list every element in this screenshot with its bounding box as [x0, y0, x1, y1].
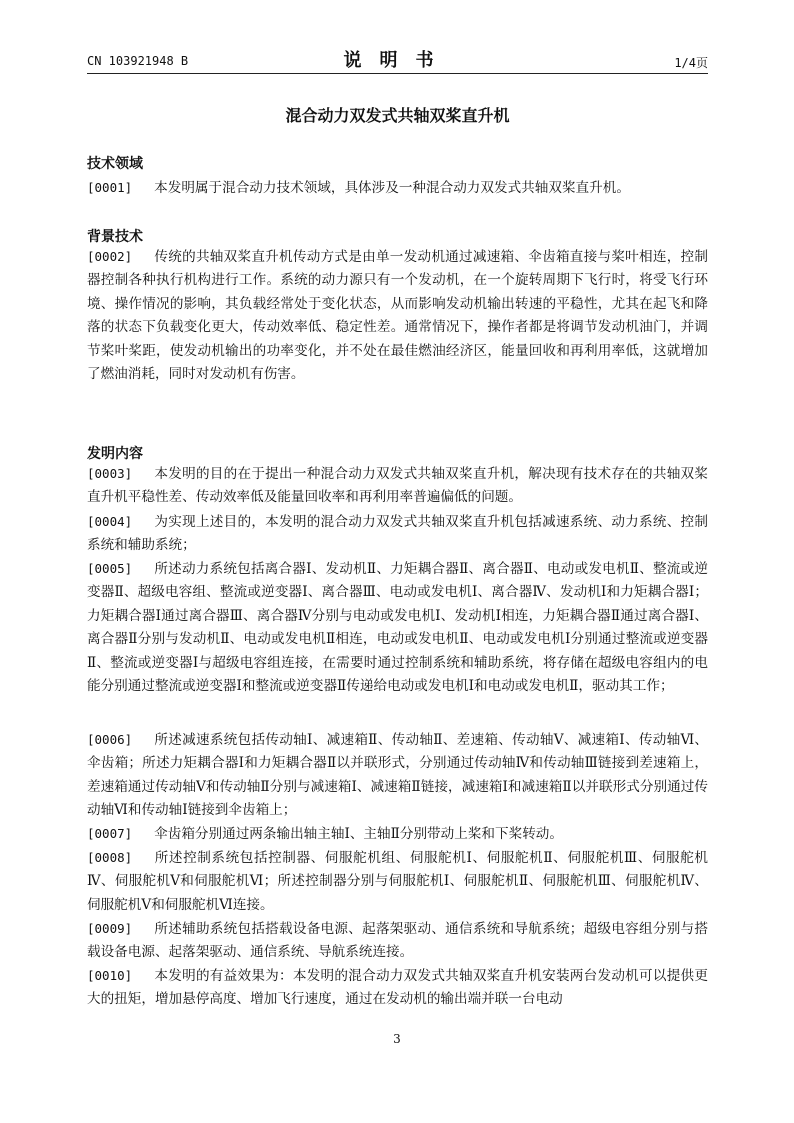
- paragraph-number: [0010]: [87, 968, 133, 983]
- paragraph-text: 伞齿箱分别通过两条输出轴主轴Ⅰ、主轴Ⅱ分别带动上桨和下桨转动。: [154, 826, 563, 842]
- paragraph-text: 为实现上述目的，本发明的混合动力双发式共轴双桨直升机包括减速系统、动力系统、控制系统和辅助系统；: [87, 514, 708, 554]
- paragraph-0009: [87, 917, 708, 965]
- patent-number: CN 103921948 B: [87, 54, 189, 68]
- document-type: 说明书: [343, 50, 452, 71]
- paragraph-0005: [87, 557, 708, 698]
- section-heading-summary: 发明内容: [87, 446, 143, 462]
- paragraph-text: 所述辅助系统包括搭载设备电源、起落架驱动、通信系统和导航系统；超级电容组分别与搭载设备电源、起落架驱动、通信系统、导航系统连接。: [87, 921, 708, 961]
- paragraph-text: 所述控制系统包括控制器、伺服舵机组、伺服舵机Ⅰ、伺服舵机Ⅱ、伺服舵机Ⅲ、伺服舵机Ⅳ、伺服舵机Ⅴ和伺服舵机Ⅵ；所述控制器分别与伺服舵机Ⅰ、伺服舵机Ⅱ、伺服舵机Ⅲ、伺服舵机Ⅳ、伺服舵机Ⅴ和伺服舵机Ⅵ连接。: [87, 850, 708, 913]
- paragraph-0002: [87, 245, 708, 386]
- page-number: 3: [393, 1032, 401, 1046]
- paragraph-0004: [87, 510, 708, 558]
- paragraph-0006: [87, 728, 708, 823]
- paragraph-text: 传统的共轴双桨直升机传动方式是由单一发动机通过减速箱、伞齿箱直接与桨叶相连，控制器控制各种执行机构进行工作。系统的动力源只有一个发动机，在一个旋转周期下飞行时，将受飞行环境、操作情况的影响，其负载经常处于变化状态，从而影响发动机输出转速的平稳性，尤其在起飞和降落的状态下负载变化更大，传动效率低、稳定性差。通常情况下，操作者都是将调节发动机油门，并调节桨叶桨距，使发动机输出的功率变化，并不处在最佳燃油经济区，能量回收和再利用率低，这就增加了燃油消耗，同时对发动机有伤害。: [87, 249, 708, 383]
- paragraph-0007: [87, 822, 708, 846]
- paragraph-number: [0006]: [87, 732, 133, 747]
- paragraph-0003: [87, 462, 708, 510]
- paragraph-0001: [87, 176, 708, 200]
- paragraph-number: [0005]: [87, 561, 133, 576]
- paragraph-number: [0009]: [87, 921, 133, 936]
- paragraph-text: 本发明属于混合动力技术领域，具体涉及一种混合动力双发式共轴双桨直升机。: [154, 180, 630, 196]
- paragraph-text: 本发明的有益效果为：本发明的混合动力双发式共轴双桨直升机安装两台发动机可以提供更大的扭矩，增加悬停高度、增加飞行速度，通过在发动机的输出端并联一台电动: [87, 968, 708, 1008]
- paragraph-number: [0001]: [87, 180, 133, 195]
- paragraph-number: [0002]: [87, 249, 133, 264]
- paragraph-number: [0003]: [87, 466, 133, 481]
- paragraph-0008: [87, 846, 708, 917]
- paragraph-text: 所述减速系统包括传动轴Ⅰ、减速箱Ⅱ、传动轴Ⅱ、差速箱、传动轴Ⅴ、减速箱Ⅰ、传动轴Ⅵ、伞齿箱；所述力矩耦合器Ⅰ和力矩耦合器Ⅱ以并联形式，分别通过传动轴Ⅳ和传动轴Ⅲ链接到差速箱上，差速箱通过传动轴Ⅴ和传动轴Ⅱ分别与减速箱Ⅰ、减速箱Ⅱ链接，减速箱Ⅰ和减速箱Ⅱ以并联形式分别通过传动轴Ⅵ和传动轴Ⅰ链接到伞齿箱上；: [87, 732, 708, 819]
- page-info: 1/4页: [674, 56, 708, 70]
- paragraph-0010: [87, 964, 708, 1012]
- paragraph-number: [0008]: [87, 850, 133, 865]
- section-heading-background: 背景技术: [87, 229, 143, 245]
- paragraph-number: [0007]: [87, 826, 133, 841]
- paragraph-number: [0004]: [87, 514, 133, 529]
- paragraph-text: 本发明的目的在于提出一种混合动力双发式共轴双桨直升机，解决现有技术存在的共轴双桨直升机平稳性差、传动效率低及能量回收率和再利用率普遍偏低的问题。: [87, 466, 708, 506]
- document-title: 混合动力双发式共轴双桨直升机: [285, 106, 510, 125]
- page-header: [87, 46, 708, 70]
- paragraph-text: 所述动力系统包括离合器Ⅰ、发动机Ⅱ、力矩耦合器Ⅱ、离合器Ⅱ、电动或发电机Ⅱ、整流或逆变器Ⅱ、超级电容组、整流或逆变器Ⅰ、离合器Ⅲ、电动或发电机Ⅰ、离合器Ⅳ、发动机Ⅰ和力矩耦合器Ⅰ；力矩耦合器Ⅰ通过离合器Ⅲ、离合器Ⅳ分别与电动或发电机Ⅰ、发动机Ⅰ相连，力矩耦合器Ⅱ通过离合器Ⅰ、离合器Ⅱ分别与发动机Ⅱ、电动或发电机Ⅱ相连，电动或发电机Ⅱ、电动或发电机Ⅰ分别通过整流或逆变器Ⅱ、整流或逆变器Ⅰ与超级电容组连接，在需要时通过控制系统和辅助系统，将存储在超级电容组内的电能分别通过整流或逆变器Ⅰ和整流或逆变器Ⅱ传递给电动或发电机Ⅰ和电动或发电机Ⅱ，驱动其工作；: [87, 561, 708, 695]
- header-rule: [87, 73, 708, 74]
- section-heading-technical-field: 技术领域: [87, 156, 143, 172]
